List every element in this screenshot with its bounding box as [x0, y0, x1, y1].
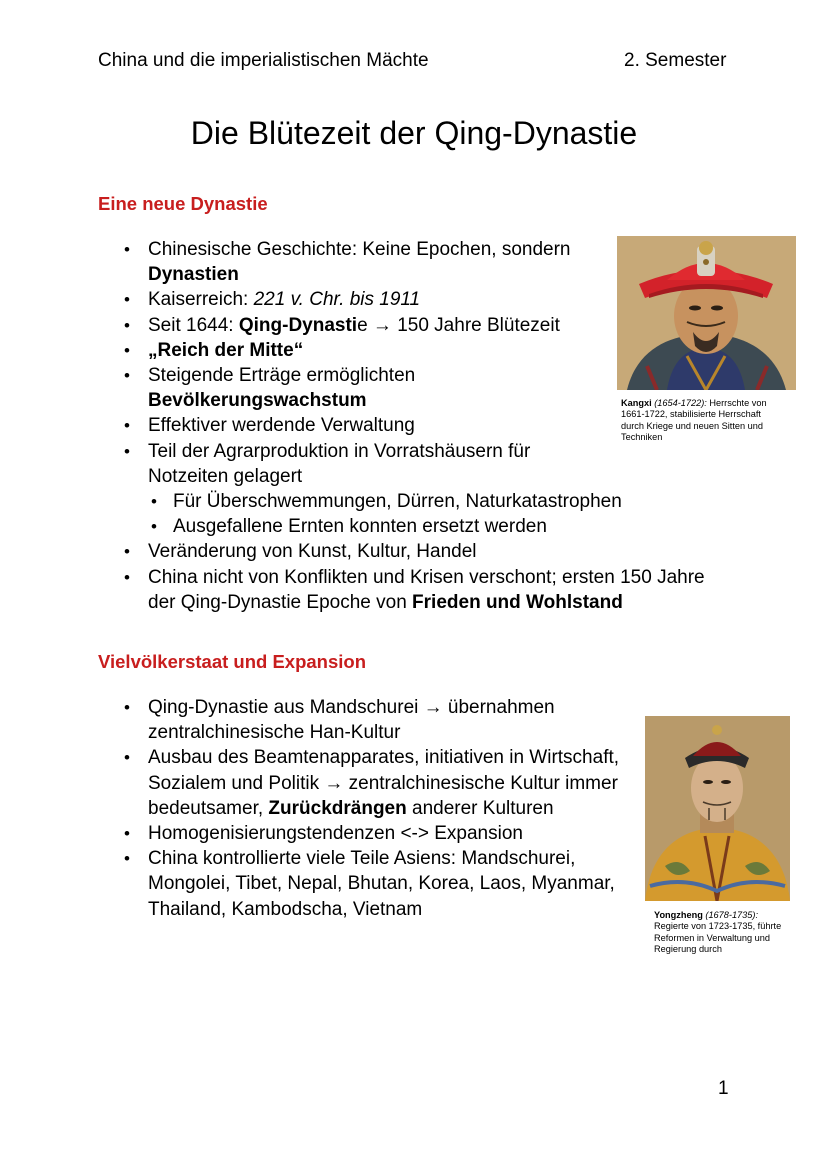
list-item: • Ausbau des Beamtenapparates, initiativen in Wirtschaft, Sozialem und Politik → zentralchinesische Kultur immer bedeutsamer, Zurückdrängen anderer Kulturen — [124, 747, 620, 819]
header-course: China und die imperialistischen Mächte — [98, 50, 429, 71]
kangxi-caption: Kangxi (1654-1722): Herrschte von 1661-1722, stabilisierte Herrschaft durch Kriege und neuen Sitten und Techniken — [621, 398, 767, 442]
section-heading-new-dynasty: Eine neue Dynastie — [98, 193, 268, 214]
list-item: • Veränderung von Kunst, Kultur, Handel — [124, 541, 477, 563]
list-item: • China nicht von Konflikten und Krisen verschont; ersten 150 Jahre der Qing-Dynastie Epoche von Frieden und Wohlstand — [124, 566, 705, 613]
list-item: • Kaiserreich: 221 v. Chr. bis 1911 — [124, 289, 421, 311]
list-item: • Effektiver werdende Verwaltung — [124, 415, 415, 437]
yongzheng-portrait-image — [645, 716, 790, 901]
page-title: Die Blütezeit der Qing-Dynastie — [190, 115, 638, 151]
yongzheng-caption: Yongzheng (1678-1735): Regierte von 1723-1735, führte Reformen in Verwaltung und Regierung durch — [654, 910, 782, 954]
list-item: • Seit 1644: Qing-Dynastie → 150 Jahre Blütezeit — [124, 314, 560, 336]
list-item: • Teil der Agrarproduktion in Vorratshäusern für Notzeiten gelagert — [124, 440, 531, 487]
section-heading-expansion: Vielvölkerstaat und Expansion — [98, 651, 366, 672]
header-semester: 2. Semester — [624, 50, 727, 71]
list-item: • Für Überschwemmungen, Dürren, Naturkatastrophen — [151, 491, 622, 513]
list-item: • Steigende Erträge ermöglichten Bevölkerungswachstum — [124, 365, 416, 412]
bullet-list-expansion — [120, 695, 640, 922]
list-item: • Homogenisierungstendenzen <-> Expansion — [124, 823, 523, 845]
page-number: 1 — [718, 1078, 729, 1099]
list-item: • China kontrollierte viele Teile Asiens: Mandschurei, Mongolei, Tibet, Nepal, Bhutan, Korea, Laos, Myanmar, Thailand, Kambodscha, Vietnam — [124, 848, 615, 920]
list-item: • „Reich der Mitte“ — [124, 339, 304, 361]
list-item: • Qing-Dynastie aus Mandschurei → übernahmen zentralchinesische Han-Kultur — [124, 697, 555, 744]
list-item: • Ausgefallene Ernten konnten ersetzt werden — [151, 516, 547, 538]
list-item: • Chinesische Geschichte: Keine Epochen, sondern Dynastien — [124, 239, 571, 286]
kangxi-portrait-image — [617, 236, 796, 390]
